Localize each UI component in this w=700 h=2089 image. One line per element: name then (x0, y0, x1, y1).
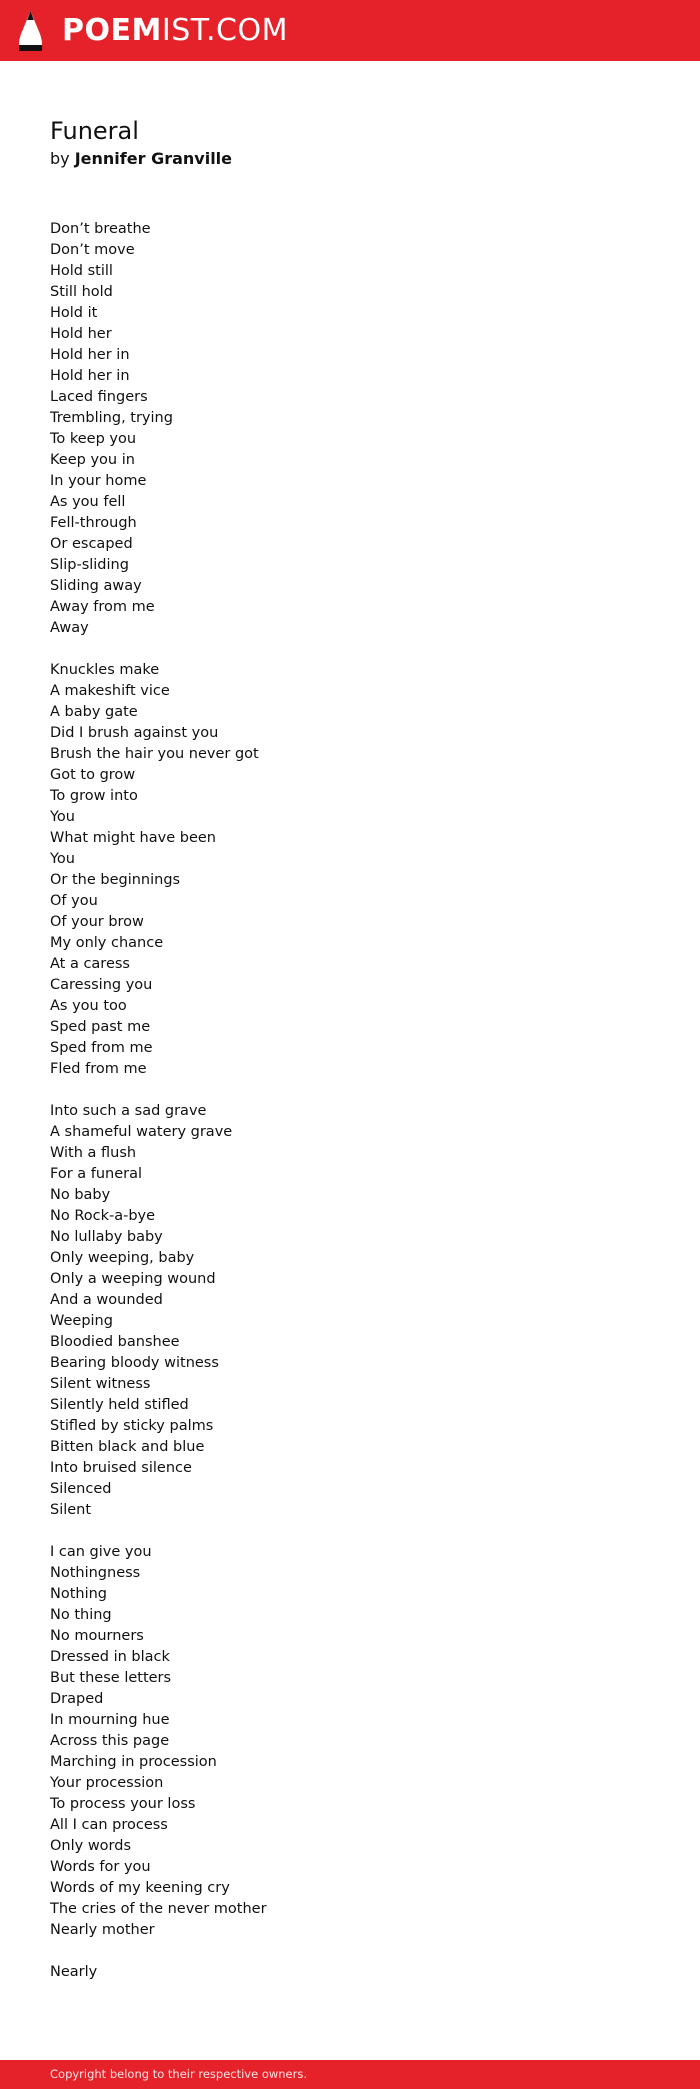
copyright-text: Copyright belong to their respective owners. (50, 2067, 308, 2081)
poem-line: Away (50, 620, 89, 636)
poem-line: You (50, 809, 75, 825)
poem-line: Sped from me (50, 1040, 153, 1056)
poem-line: Caressing you (50, 977, 153, 993)
poem-line: Dressed in black (50, 1649, 170, 1665)
poem-line: At a caress (50, 956, 130, 972)
poem-line: A baby gate (50, 704, 138, 720)
poem-stanza (50, 1542, 650, 1941)
poem-line: Laced fingers (50, 389, 148, 405)
poem-line: Into bruised silence (50, 1460, 192, 1476)
poem-line: Into such a sad grave (50, 1103, 207, 1119)
poem-line: To grow into (50, 788, 138, 804)
poem-line: A makeshift vice (50, 683, 170, 699)
poem-line: Don’t move (50, 242, 135, 258)
poem-line: Silent witness (50, 1376, 151, 1392)
poem-line: You (50, 851, 75, 867)
poem-line: No baby (50, 1187, 111, 1203)
logo-bold-text: POEM (62, 13, 162, 48)
poem-line: Silenced (50, 1481, 112, 1497)
poem-line: Draped (50, 1691, 104, 1707)
poem-line: The cries of the never mother (50, 1901, 267, 1917)
poem-line: Brush the hair you never got (50, 746, 259, 762)
poem-line: Sliding away (50, 578, 142, 594)
poem-line: Across this page (50, 1733, 170, 1749)
byline-prefix: by (50, 149, 70, 168)
poem-line: A shameful watery grave (50, 1124, 233, 1140)
poem-byline (50, 147, 232, 171)
poem-line: As you too (50, 998, 127, 1014)
poem-line: Nothing (50, 1586, 108, 1602)
poem-line: Hold still (50, 263, 113, 279)
poem-line: Nearly mother (50, 1922, 155, 1938)
poem-line: Only words (50, 1838, 132, 1854)
poem-line: Fell-through (50, 515, 137, 531)
poem-line: Stifled by sticky palms (50, 1418, 214, 1434)
poem-line: No mourners (50, 1628, 144, 1644)
poem-line: Fled from me (50, 1061, 147, 1077)
poem-line: No Rock-a-bye (50, 1208, 156, 1224)
poem-title: Funeral (50, 117, 139, 145)
poem-line: In your home (50, 473, 147, 489)
poem-line: Knuckles make (50, 662, 160, 678)
poem-line: Bearing bloody witness (50, 1355, 219, 1371)
poem-line: Hold her in (50, 347, 130, 363)
poem-line: Hold her in (50, 368, 130, 384)
poem-line: Nothingness (50, 1565, 141, 1581)
poem-line: Trembling, trying (50, 410, 173, 426)
site-logo-link[interactable] (18, 9, 288, 53)
poem-line: Silently held stifled (50, 1397, 189, 1413)
poem-line: Keep you in (50, 452, 135, 468)
poem-line: What might have been (50, 830, 216, 846)
poem-line: Hold it (50, 305, 98, 321)
poem-line: In mourning hue (50, 1712, 170, 1728)
poem-line: Still hold (50, 284, 113, 300)
site-logo-text (62, 13, 288, 48)
poem-line: No lullaby baby (50, 1229, 163, 1245)
poem-line: Bloodied banshee (50, 1334, 180, 1350)
poem-line: Your procession (50, 1775, 164, 1791)
poem-line: I can give you (50, 1544, 152, 1560)
poem-line: Bitten black and blue (50, 1439, 205, 1455)
poem-line: Words for you (50, 1859, 151, 1875)
poem-line: Sped past me (50, 1019, 151, 1035)
poem-line: And a wounded (50, 1292, 163, 1308)
poem-line: Marching in procession (50, 1754, 217, 1770)
poem-line: Silent (50, 1502, 92, 1518)
poem-author-link[interactable]: Jennifer Granville (74, 149, 233, 168)
poem-line: Of you (50, 893, 98, 909)
poem-line: Don’t breathe (50, 221, 151, 237)
poem-stanza (50, 1962, 650, 1983)
poem-line: Slip-sliding (50, 557, 129, 573)
poem-body (50, 219, 650, 2004)
poem-line: Hold her (50, 326, 112, 342)
poem-line: But these letters (50, 1670, 172, 1686)
poem-line: With a flush (50, 1145, 137, 1161)
poem-stanza (50, 660, 650, 1080)
poem-line: My only chance (50, 935, 164, 951)
poem-line: Or escaped (50, 536, 133, 552)
poem-line: Got to grow (50, 767, 136, 783)
poem-line: Words of my keening cry (50, 1880, 230, 1896)
poem-line: Nearly (50, 1964, 98, 1980)
pencil-tip-icon (18, 10, 43, 52)
poem-line: To keep you (50, 431, 137, 447)
poem-line: All I can process (50, 1817, 168, 1833)
poem-line: As you fell (50, 494, 126, 510)
poem-line: For a funeral (50, 1166, 143, 1182)
poem-line: Did I brush against you (50, 725, 219, 741)
poem-line: No thing (50, 1607, 112, 1623)
poem-line: Weeping (50, 1313, 113, 1329)
site-header (0, 0, 700, 61)
poem-line: To process your loss (50, 1796, 196, 1812)
poem-stanza (50, 1101, 650, 1521)
poem-stanza (50, 219, 650, 639)
poem-line: Only a weeping wound (50, 1271, 216, 1287)
logo-light-text: IST.COM (161, 13, 288, 48)
poem-line: Only weeping, baby (50, 1250, 195, 1266)
poem-line: Away from me (50, 599, 155, 615)
poem-line: Or the beginnings (50, 872, 181, 888)
site-footer (0, 2060, 700, 2089)
poem-line: Of your brow (50, 914, 144, 930)
